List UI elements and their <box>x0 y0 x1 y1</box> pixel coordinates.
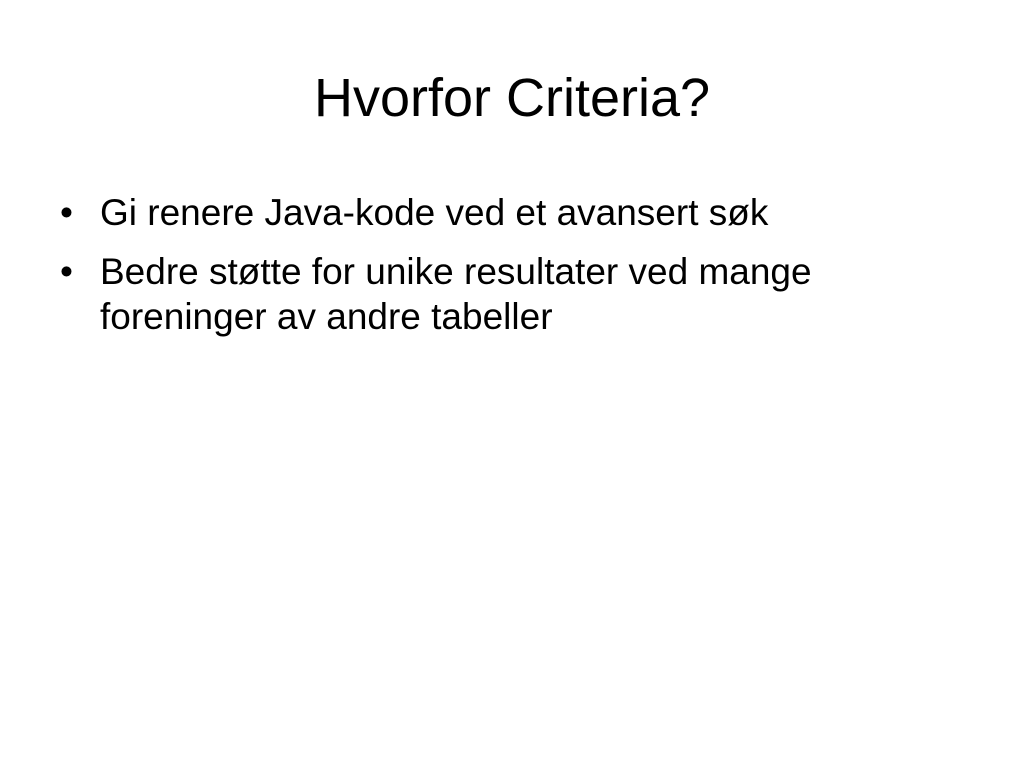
bullet-list <box>56 190 956 353</box>
bullet-text: Gi renere Java-kode ved et avansert søk <box>100 192 769 233</box>
bullet-item <box>56 190 956 235</box>
slide-title: Hvorfor Criteria? <box>313 68 711 128</box>
bullet-marker-icon: • <box>60 192 73 233</box>
bullet-item <box>56 249 956 339</box>
bullet-marker-icon: • <box>60 251 73 292</box>
bullet-text: Bedre støtte for unike resultater ved mange foreninger av andre tabeller <box>100 251 812 337</box>
